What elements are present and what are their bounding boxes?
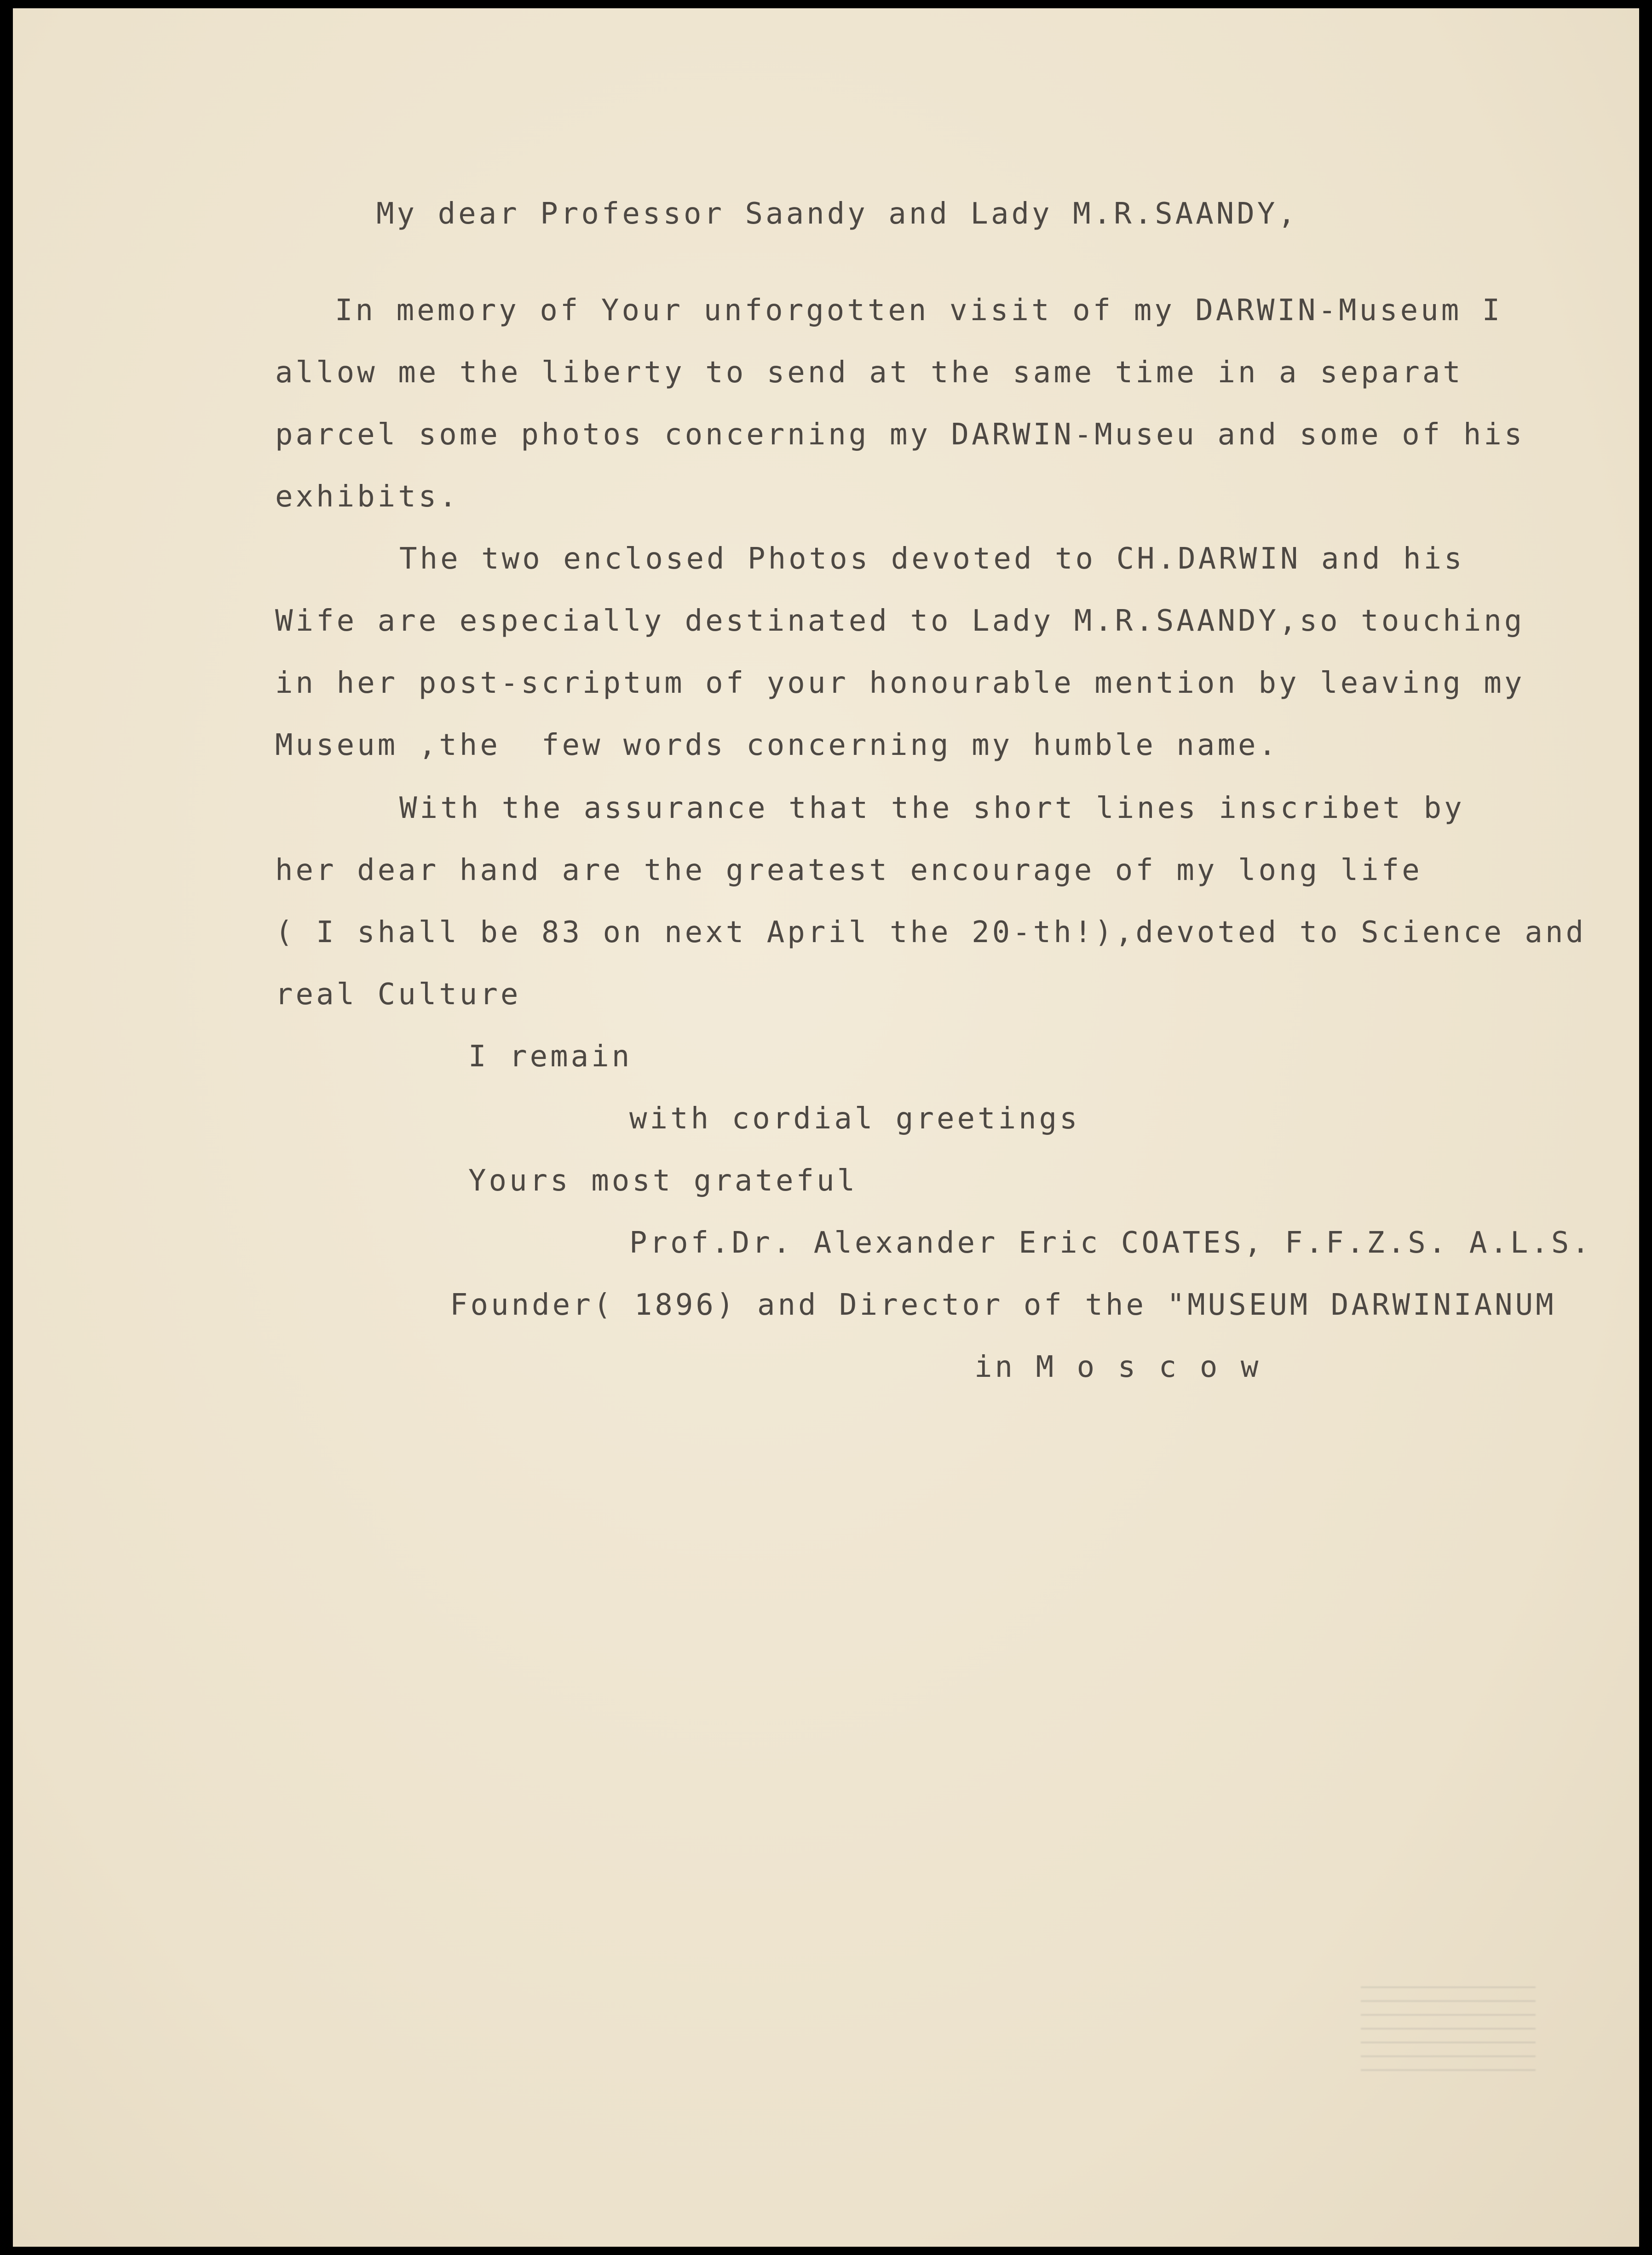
signature-place: in M o s c o w: [974, 1350, 1261, 1384]
letter-page: [13, 8, 1639, 2247]
paragraph-1-line-2: allow me the liberty to send at the same time in a separat: [275, 356, 1463, 390]
paragraph-3-line-2: her dear hand are the greatest encourage of my long life: [275, 853, 1422, 887]
faded-stamp-mark: [1361, 1982, 1536, 2083]
paragraph-1-line-1: In memory of Your unforgotten visit of my DARWIN-Museum I: [335, 293, 1503, 328]
closing-greetings: with cordial greetings: [629, 1102, 1080, 1136]
paragraph-1-line-3: parcel some photos concerning my DARWIN-Museu and some of his: [275, 418, 1525, 452]
paragraph-3-line-3: ( I shall be 83 on next April the 20-th!),devoted to Science and: [275, 915, 1586, 949]
paragraph-2-line-4: Museum ,the few words concerning my humble name.: [275, 728, 1279, 762]
paragraph-3-line-4: real Culture: [275, 978, 521, 1012]
closing-remain: I remain: [468, 1040, 633, 1074]
signature-title: Founder( 1896) and Director of the "MUSEUM DARWINIANUM: [450, 1288, 1556, 1322]
signature: Prof.Dr. Alexander Eric COATES, F.F.Z.S. A.L.S.: [629, 1226, 1592, 1260]
paragraph-3-line-1: With the assurance that the short lines inscribet by: [399, 791, 1465, 825]
closing-yours: Yours most grateful: [468, 1164, 858, 1198]
salutation: My dear Professor Saandy and Lady M.R.SAANDY,: [376, 197, 1298, 231]
paragraph-2-line-3: in her post-scriptum of your honourable mention by leaving my: [275, 666, 1525, 700]
paragraph-2-line-2: Wife are especially destinated to Lady M.R.SAANDY,so touching: [275, 604, 1525, 638]
paragraph-1-line-4: exhibits.: [275, 480, 460, 514]
paragraph-2-line-1: The two enclosed Photos devoted to CH.DARWIN and his: [399, 542, 1465, 576]
